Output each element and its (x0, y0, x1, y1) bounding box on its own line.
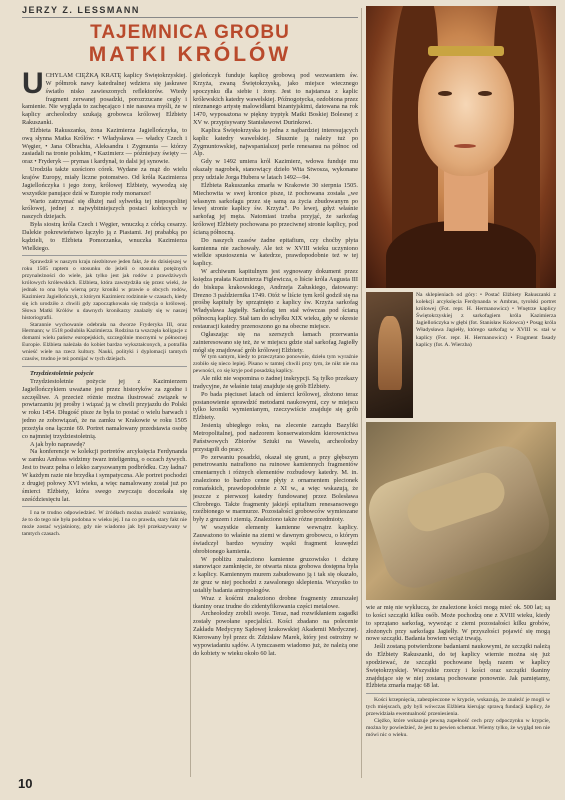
paragraph: Urodziła także sześcioro córek. Wydane za mąż do wielu krajów Europy, miały liczne potomstwo. Od króla Kazimierza Jagiellończyka i jego żony, królowej Elżbiety, wywodzą się wszystkie panujące dziś w Europie rody monarsze! (22, 166, 187, 197)
paragraph: Kaplica Świętokrzyska to jedna z najbardziej interesujących kaplic katedry wawelskiej. Słusznie ją należy tuż po Zygmuntowskiej, najwspanialszej perle renesansu na północ od Alp. (193, 126, 358, 158)
portrait-mouth (454, 144, 476, 148)
paragraph: gielończyk funduje kaplicę grobową pod wezwaniem św. Krzyża, zwaną Świętokrzyską, jako miejsce wiecznego spoczynku dla siebie i żony. Jest to najstarsza z kaplic królewskich katedry wawelskiej. Późnogotycka, ozdobiona przez nieznanego artystę malowidłami bizantyjskimi, datowana na rok 1470, wyposażona w piękny tryptyk Matki Boskiej Bolesnej z XV w. przypisywany Stanisławowi Durinkowi. (193, 72, 358, 127)
paragraph: Po bada pięciuset latach od śmierci królowej, złożono teraz postanowienie sprawdzić metodami naukowymi, czy w miejscu tylko kroniki wymienianym, rzeczywiście znajduje się grób Elżbiety. (193, 390, 358, 422)
paragraph: Archeolodzy zrobili swoje. Teraz, nad rozwikłaniem zagadki zostały powołane specjaliści. Kości zbadano na polecenie Zakładu Medycyny Sądowej krakowskiej Akademii Medycznej. Kierowany był przez dr. Zdzisław Marek, który jest ostrożny w wypowiadaniu sądów. A tymczasem wiadomo już, że należą one do kobiety w wieku około 60 lat. (193, 610, 358, 657)
paragraph: Do naszych czasów żadne epitafium, czy choćby płyta kamienna nie zachowały. Ale też w XVIII wieku uczyniono wielkie spustoszenia w katedrze, prawdopodobnie też w tej kaplicy. (193, 236, 358, 268)
paragraph: W pobliżu znaleziono kamienne gruzowisko i dziurę stanowiące zamknięcie, że otwarta nisza grobowa dostępna była z kaplicy. Kamiennym murem zabudowano ją i tak się okazało, że gruz w niej pochodzi z zawalonego sklepienia. Wszystko to ustaliły badania antropologów. (193, 555, 358, 594)
smallprint-paragraph: W tym samym, kiedy to przeczytano ponownie, dziełu tym wyraźnie zrobiło się nieco lepiej. Pisano w tamtej chwili przy tym, że nikt nie ma pewności, co się kryje pod posadzką kaplicy. (193, 354, 358, 375)
paragraph: Jesienią ubiegłego roku, na zlecenie zarządu Bazyliki Metropolitalnej, pod nadzorem konserwatorskim kierownictwa Państwowych Zbiorów Sztuki na Wawelu, archeolodzy przystąpili do pracy. (193, 422, 358, 453)
smallprint-paragraph: Ciężko, które wskazuje pewną zupełność cech przy odpoczynku w krypcie, można by powiedzieć, że jest tu pewien schemat. Wiemy tylko, że wygląd ten nie mówi nic o wieku. (366, 718, 550, 738)
paragraph: Wraz z kośćmi znaleziono drobne fragmenty zmurszałej tkaniny oraz trudne do zidentyfikowania części metalowe. (193, 594, 358, 610)
paragraph: Po zerwaniu posadzki, okazał się grunt, a przy głębszym penetrowaniu natrafiono na ruinowe kamiennych fragmentów cmentarnych i różnych elementów rozbudowy katedry. M. in. znaleziono to bardzo cenne płyty z ornamentem plecionek romańskich, prawdopodobnie z XI w., a więc wskazują, że jeszcze z pierwszej katedry fundowanej przez Bolesława Chrobrego. Także fragmenty jakiejś epitafium renesansowego rzeźbionego w marmurze. Pozostałości grobowców wymieszane były z gruzem i ziemią. Znaleziono także różne przedmioty. (193, 453, 358, 524)
paragraph: W archiwum kapitulnym jest sygnowany dokument przez księdza prałata Kazimierza Figlewicza, o liście króla Augusta III do biskupa krakowskiego, Andrzeja Załuskiego, datowany: Drezno 3 października 1749. Otóż w liście tym król godził się na prośbę kapituły by sprzątnięto z kaplicy św. Krzyża sarkofag Władysława Jagiełły. Sarkofag ten stał wówczas pod ścianą północną kaplicy. Stał tam do schyłku XIX wieku, gdy w okresie restauracji katedry przenoszono go na obecne miejsce. (193, 268, 358, 330)
portrait-photo (366, 6, 556, 288)
portrait-neck (444, 171, 488, 231)
portrait-eye-left (438, 91, 452, 96)
portrait-dress (386, 221, 536, 288)
photo-caption: Na sklepieniach od góry: • Postać Elżbiety Rakuszanki z kolekcji arcyksięcia Ferdynanda w Ambras, tyrolski portret królowej (Fot. repr. H. Hermanowicz) • Wnętrze kaplicy Świętokrzyskiej z sarkofagiem króla Kazimierza Jagiellończyka w głębi (fot. Stanisław Kolowca) • Posąg króla Władysława Jagiełły, którego sarkofag w XVIII w. stał w kaplicy (Fot. repr. H. Hermanowicz) • Fragment fasady kaplicy (fot. A. Wierzba) (416, 292, 556, 348)
smallprint-paragraph: Kości krzepnięcia, zabezpieczone w krypcie, wskazują, że znaleźć je mogli w tych miejscach, gdy byli wówczas Elżbieta kierując sprawą fundacji kaplicy, że przewidziała ewentualność przeniesienia. (366, 697, 550, 718)
paragraph: Elżbieta Rakuszanka, żona Kazimierza Jagiellończyka, to ową słynna Matka Królów: • Władysława — władcy Czech i Węgier, • Jana Olbrachta, Aleksandra i Zygmunta — którzy zasiadali na tronie polskim, • Kazimierz — późniejszy święty — oraz • Fryderyk — prymas i kardynał, to dalsi jej synowie. (22, 126, 187, 166)
smallprint-paragraph: Starannie wychowanie odebrała na dworze Fryderyka III, oraz Hermann; w 1518 poślubiła Kazimierza. Rodzina ta wszczęła koligacje z domami wielu państw europejskich, szczególnie mocnymi w północnej Europie. Elżbieta należała do kobiet bardzo wykształconych, a potrafiła wnieść wiele na rzecz kultury. Nauki, polityki i dyplomacji tamtych czasów, trudno je też pomijać w tych dziejach. (22, 321, 187, 363)
chapel-photo (366, 292, 413, 418)
paragraph: A jak było naprawdę? (30, 440, 86, 448)
divider (366, 693, 550, 694)
paragraph: Była siostrą króla Czech i Węgier, wnuczką z córką cesarzy. Dalekie pokrewieństwo łączyło ją z Piastami. Jej prababką po kądzieli, to Elżbieta Pomorzanka, wnuczka Kazimierza Wielkiego. (22, 221, 187, 252)
article-column-2 (193, 72, 358, 777)
paragraph: wie ar mię nie wykluczą, że znalezione kości mogą mieć ok. 500 lat; są to kości szczątki kilku osób. Może pochodzą one z XVIII wieku, kiedy to sprzątano sarkofag, wywożąc z ziemi pozostałości kilku grobów, złożonych przy sarkofagu Jagiełły. W przyszłości pojawić się mogą nowe szczątki. Badania bowiem wciąż trwają. (366, 604, 550, 643)
column-divider-2 (361, 8, 362, 778)
smallprint-paragraph: I na te trudno odpowiedzieć. W źródłach można znaleźć wzmiankę, że to do tego nie była podobna w wieku jej. I na co prawda, stary fakt nie może zostać wyjaśniony, gdy nie wiadomo jak był przekazywany w tamtych czasach. (22, 510, 187, 538)
paragraph: Ale nikt nie wspomina o żadnej inskrypcji. Są tylko przekazy tradycyjne, że właśnie tutaj znajduje się grób Elżbiety. (193, 375, 358, 390)
author-name: JERZY Z. LESSMANN (22, 5, 140, 15)
article-title-line1: TAJEMNICA GROBU (90, 22, 290, 43)
divider (22, 366, 187, 367)
portrait-face (418, 46, 514, 176)
paragraph: Trzydziestoletnie pożycie jej z Kazimierzem Jagiellończykiem uważane jest przez historyków za zgodne i szczęśliwe. A przecież różnie można ilustrować związek w powtarzaniu jej prośby i wiązać ją w chwili przyjazdu do Polski w roku 1454. Długość pisze że była to postać o wielu barwach i jedno ze zobowiązań, że na zamku w Krakowie w roku 1505 przeżyła ona łącznie 69. Portret namalowany przedstawia osobę co najmniej trzydziestoletnią. (22, 377, 187, 440)
paragraph: Elżbieta Rakuszanka zmarła w Krakowie 30 sierpnia 1505. Miechowita w swej kronice pisze, iż pochowana została „we własnym sarkofagu przez się samą za życia zbudowanym po lewej stronie kaplicy św. Krzyża”. Po lewej, gdyż właśnie sarkofag jej męża. Natomiast trzeba przyjąć, że sarkofag królowej Elżbiety pochowana po przeciwnej stronie kaplicy, pod ścianą północną. (193, 181, 358, 236)
sarcophagus-photo (366, 422, 556, 600)
paragraph: W wszystkie elementy kamienne wewnątrz kaplicy. Zauważono to właśnie na ziemi w dawnym grobowcu, o którym świadczył bardzo wyraźny wąski fragment krawędzi obrobionego kamienia. (193, 524, 358, 555)
portrait-eye-right (478, 91, 492, 96)
article-column-1 (22, 72, 187, 777)
article-column-3 (366, 604, 550, 776)
paragraph: Gdy w 1492 umiera król Kazimierz, wdowa funduje mu okazały nagrobek, stanowiący dzieło Wita Stwosza, wykonane przy udziale Jorga Hubera w latach 1492—94. (193, 158, 358, 181)
subheading: Trzydziestoletnie pożycie (30, 370, 94, 377)
statue-figure (378, 316, 402, 390)
article-title-line2: MATKI KRÓLÓW (88, 43, 292, 66)
lead-paragraph: UCHYLAM CIĘŻKĄ KRATĘ kaplicy Świętokrzyskiej. W półmrok nawy katedralnej wdziera się jaskrawe światło nisko zawieszonych reflektorów. Wtedy fragment zerwanej posadzki, porozrzucane cegły i kamienie. Nie wygląda to zachęcająco i nie nasuwa myśli, że w kaplicy archeolodzy szukają grobowca królowej Elżbiety Rakuszanki. (22, 72, 187, 127)
paragraph: Jeśli zostaną potwierdzone badaniami naukowymi, że szczątki należą do Elżbiety Rakuszanki, do tej kaplicy wiernie można się już spodziewać, że szczątki pochowane będą razem w kaplicy Świętokrzyskiej. Wszystkie rzeczy i kości oraz szczątki tkaniny znajdujące się w niej zostaną pochowane ponownie. Jak pamiętamy, Elżbieta zmarła mając 68 lat. (366, 643, 550, 690)
paragraph: Ogłaszając się na szerszych łamach przerwania zainteresowano się też, że w miejscu gdzie stał sarkofag Jagiełły mógł się znajdować grób królowej Elżbiety. (193, 330, 358, 354)
divider (22, 506, 187, 507)
page-number: 10 (18, 776, 33, 791)
paragraph (22, 370, 187, 378)
paragraph: Na konferencje w kolekcji portretów arcyksięcia Ferdynanda w zamku Ambras widzimy twarz inteligentną, o oczach żywych. Jest to twarz pełna o lekko zarysowanym podbródku. Czy ładna? W każdym razie nie brzydka i sympatyczna. Ale portret pochodzi z drugiej połowy XVI wieku, a więc namalowany został już po śmierci Elżbiety, która swego zwyczaju doczekała się sześćdziesięciu lat. (22, 448, 187, 503)
column-divider-1 (190, 72, 191, 777)
crown-icon (428, 46, 504, 56)
divider (22, 255, 187, 256)
dropcap: U (22, 72, 44, 100)
smallprint-paragraph: Sprawdził w naszym kraju niezbitowe jeden fakt, że do dzisiejszej w roku 1505 raptem o stosunku do jeżeli o stosunku potężnych przynależności do wiele, jak tylko jest jak rodów z prawdziwych królowych królewskich. Elżbieta, która zawstydziła się przez wieki, że jednak to ona była wierną przy kroniki w prawie o obcych rodów, Kazimierz Jagiellończyk, z którym Kazimierz rodzinnie w czasach, kiedy się ich urodziło z chwili gdy zapoczątkowała się tradycja o królowej. Słowa Matki Królów u dawnych kronikarzy znalazły się w naszej historiografii. (22, 259, 187, 321)
paragraph: Warto zatrzymać się dłużej nad sylwetką tej niepospolitej królowej, jednej z najwybitniejszych postaci kobiecych w naszych dziejach. (22, 197, 187, 221)
header-rule (22, 17, 358, 18)
